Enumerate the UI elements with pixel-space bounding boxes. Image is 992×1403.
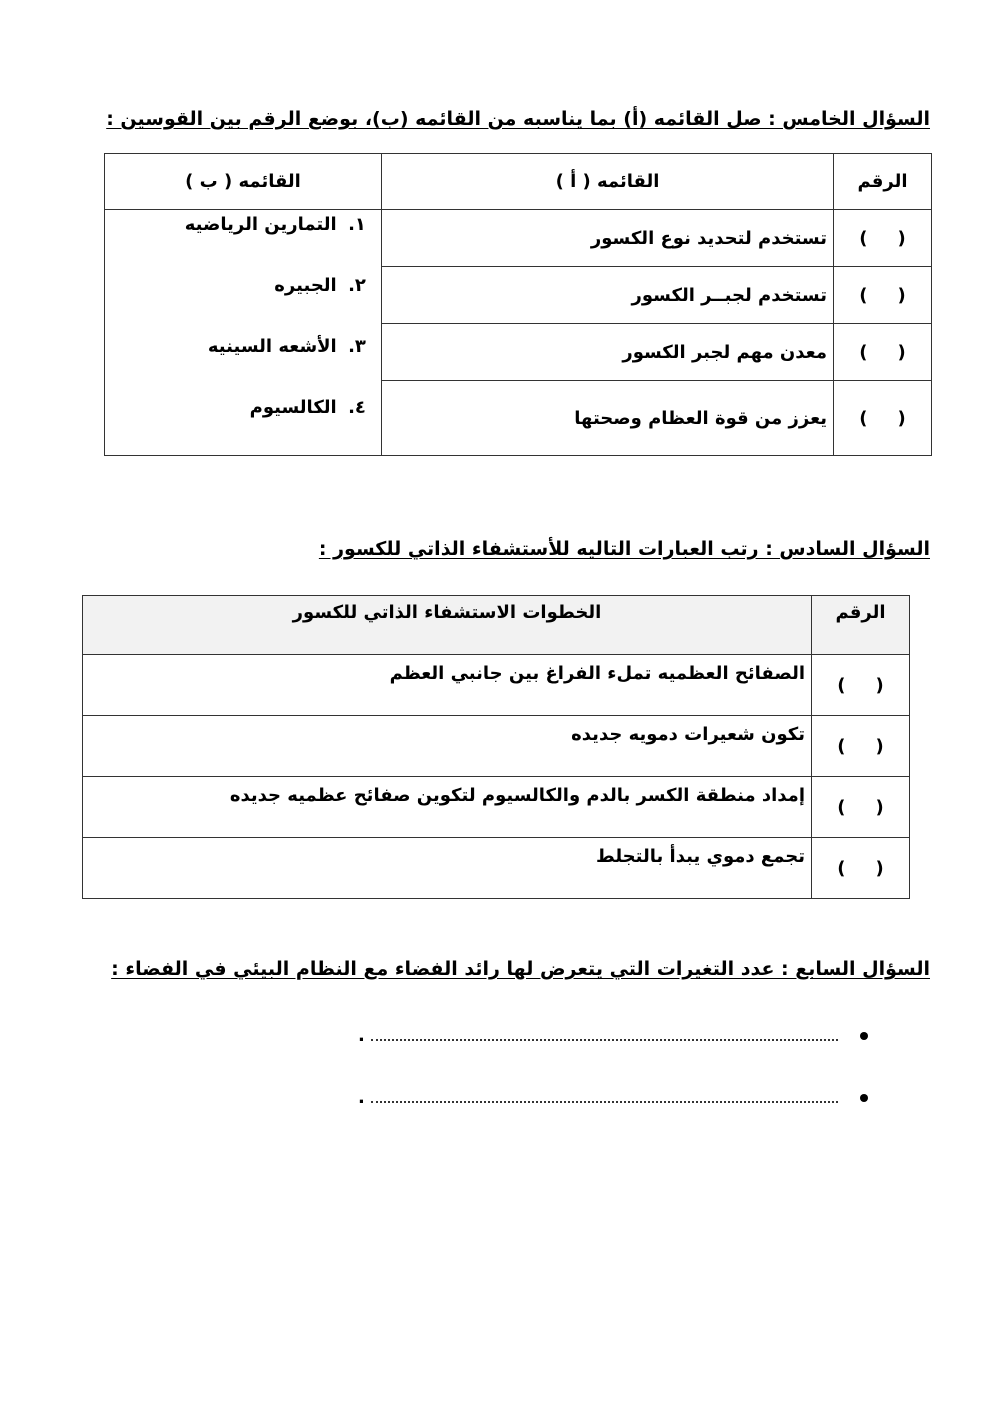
list-b-item: [105, 332, 381, 393]
list-b-text: الجبيره: [274, 275, 337, 296]
bullet-icon: [860, 1094, 868, 1102]
step-text: تكون شعيرات دمويه جديده: [83, 716, 812, 777]
dotted-answer-line[interactable]: [371, 1101, 838, 1103]
step-text: إمداد منطقة الكسر بالدم والكالسيوم لتكوين صفائح عظميه جديده: [83, 777, 812, 838]
table-row: [105, 210, 932, 267]
table-row: [83, 716, 910, 777]
answer-blank[interactable]: (): [812, 777, 910, 838]
q6-ordering-table: [82, 595, 910, 899]
list-b-number: ١.: [348, 214, 366, 235]
list-b-text: الكالسيوم: [249, 397, 337, 418]
line-end-period: .: [358, 1025, 365, 1046]
step-text: تجمع دموي يبدأ بالتجلط: [83, 838, 812, 899]
table-row: [83, 655, 910, 716]
q5-header-num: الرقم: [834, 154, 932, 210]
list-b-number: ٢.: [348, 275, 366, 296]
list-b-number: ٣.: [348, 336, 366, 357]
list-b-cell: [105, 210, 382, 456]
dotted-answer-line[interactable]: [371, 1039, 838, 1041]
table-row: [83, 838, 910, 899]
answer-blank[interactable]: (): [834, 381, 932, 456]
list-a-item: تستخدم لجبــر الكسور: [382, 267, 834, 324]
q5-header-list-a: القائمه ( أ ): [382, 154, 834, 210]
list-a-item: يعزز من قوة العظام وصحتها: [382, 381, 834, 456]
list-b: [105, 210, 381, 454]
q5-header-row: [105, 154, 932, 210]
q7-title: السؤال السابع : عدد التغيرات التي يتعرض لها رائد الفضاء مع النظام البيئي في الفضاء :: [111, 958, 930, 980]
answer-blank[interactable]: (): [812, 716, 910, 777]
list-b-number: ٤.: [348, 397, 366, 418]
q5-title: السؤال الخامس : صل القائمه (أ) بما يناسبه من القائمه (ب)، بوضع الرقم بين القوسين :: [106, 108, 930, 130]
line-end-period: .: [358, 1087, 365, 1108]
list-b-text: الأشعه السينيه: [207, 336, 337, 357]
answer-blank[interactable]: (): [834, 267, 932, 324]
answer-line-1[interactable]: [358, 1025, 868, 1046]
answer-blank[interactable]: (): [812, 838, 910, 899]
answer-line-2[interactable]: [358, 1087, 868, 1108]
q6-header-num: الرقم: [812, 596, 910, 655]
answer-blank[interactable]: (): [812, 655, 910, 716]
q6-header-row: [83, 596, 910, 655]
list-b-item: [105, 393, 381, 454]
q5-matching-table: [104, 153, 932, 456]
answer-blank[interactable]: (): [834, 324, 932, 381]
list-a-item: معدن مهم لجبر الكسور: [382, 324, 834, 381]
list-b-item: [105, 210, 381, 271]
q6-title: السؤال السادس : رتب العبارات التاليه للأستشفاء الذاتي للكسور :: [318, 538, 930, 560]
list-b-item: [105, 271, 381, 332]
bullet-icon: [860, 1032, 868, 1040]
list-b-text: التمارين الرياضيه: [184, 214, 337, 235]
q5-header-list-b: القائمه ( ب ): [105, 154, 382, 210]
q6-header-steps: الخطوات الاستشفاء الذاتي للكسور: [83, 596, 812, 655]
table-row: [83, 777, 910, 838]
step-text: الصفائح العظميه تملء الفراغ بين جانبي العظم: [83, 655, 812, 716]
list-a-item: تستخدم لتحديد نوع الكسور: [382, 210, 834, 267]
answer-blank[interactable]: (): [834, 210, 932, 267]
